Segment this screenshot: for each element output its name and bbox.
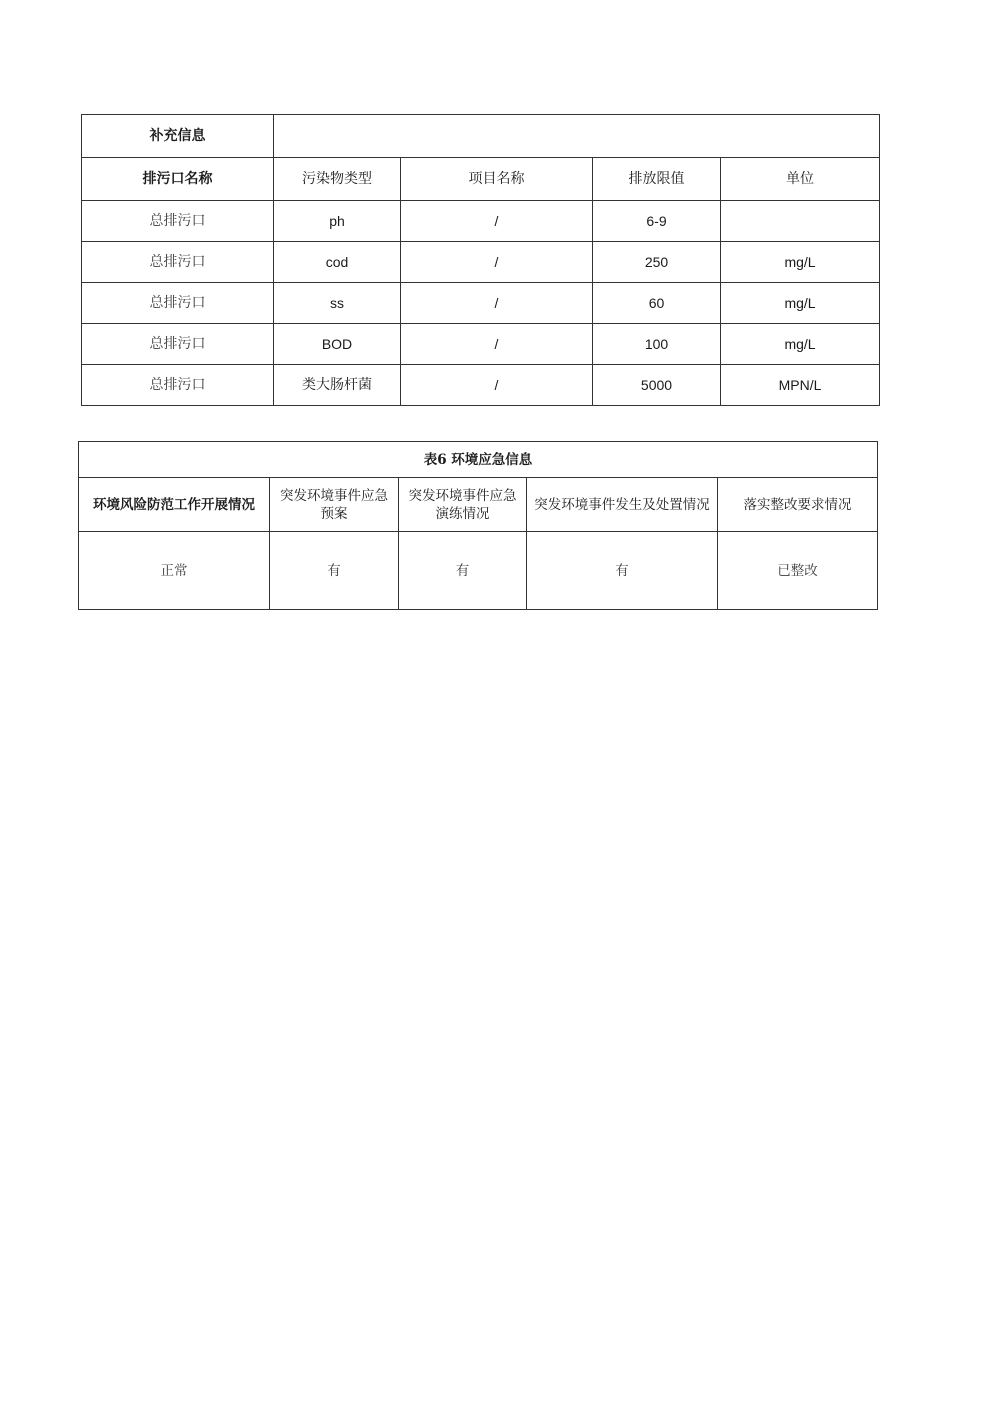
cell-item: /: [401, 283, 593, 324]
header-unit: 单位: [721, 158, 880, 201]
cell-pollutant: cod: [274, 242, 401, 283]
value-incident-handling: 有: [527, 532, 718, 610]
header-limit: 排放限值: [593, 158, 721, 201]
header-rectification: 落实整改要求情况: [718, 478, 878, 532]
supplement-label: 补充信息: [82, 115, 274, 158]
cell-item: /: [401, 242, 593, 283]
cell-limit: 100: [593, 324, 721, 365]
header-emergency-plan: 突发环境事件应急预案: [270, 478, 399, 532]
value-emergency-drill: 有: [399, 532, 527, 610]
cell-limit: 60: [593, 283, 721, 324]
cell-unit: [721, 201, 880, 242]
header-emergency-drill: 突发环境事件应急演练情况: [399, 478, 527, 532]
header-outlet-name: 排污口名称: [82, 158, 274, 201]
cell-pollutant: ss: [274, 283, 401, 324]
cell-outlet: 总排污口: [82, 283, 274, 324]
header-item-name: 项目名称: [401, 158, 593, 201]
discharge-limits-table: [81, 114, 880, 406]
cell-pollutant: ph: [274, 201, 401, 242]
cell-item: /: [401, 324, 593, 365]
table-row: [82, 324, 880, 365]
emergency-info-table: [78, 441, 878, 610]
cell-outlet: 总排污口: [82, 242, 274, 283]
header-risk-prevention: 环境风险防范工作开展情况: [79, 478, 270, 532]
table-title: 表6 环境应急信息: [79, 442, 878, 478]
table-title-row: [79, 442, 878, 478]
table-header-row: [79, 478, 878, 532]
supplement-value: [274, 115, 880, 158]
cell-limit: 250: [593, 242, 721, 283]
cell-pollutant: BOD: [274, 324, 401, 365]
cell-item: /: [401, 365, 593, 406]
table-row: [82, 283, 880, 324]
cell-unit: mg/L: [721, 283, 880, 324]
supplement-row: [82, 115, 880, 158]
header-incident-handling: 突发环境事件发生及处置情况: [527, 478, 718, 532]
cell-outlet: 总排污口: [82, 201, 274, 242]
table-row: [79, 532, 878, 610]
value-risk-prevention: 正常: [79, 532, 270, 610]
table-row: [82, 201, 880, 242]
cell-unit: MPN/L: [721, 365, 880, 406]
header-pollutant-type: 污染物类型: [274, 158, 401, 201]
table-header-row: [82, 158, 880, 201]
cell-item: /: [401, 201, 593, 242]
cell-unit: mg/L: [721, 324, 880, 365]
table-row: [82, 365, 880, 406]
cell-outlet: 总排污口: [82, 365, 274, 406]
cell-limit: 6-9: [593, 201, 721, 242]
cell-limit: 5000: [593, 365, 721, 406]
cell-outlet: 总排污口: [82, 324, 274, 365]
table-row: [82, 242, 880, 283]
cell-pollutant: 类大肠杆菌: [274, 365, 401, 406]
value-rectification: 已整改: [718, 532, 878, 610]
value-emergency-plan: 有: [270, 532, 399, 610]
cell-unit: mg/L: [721, 242, 880, 283]
